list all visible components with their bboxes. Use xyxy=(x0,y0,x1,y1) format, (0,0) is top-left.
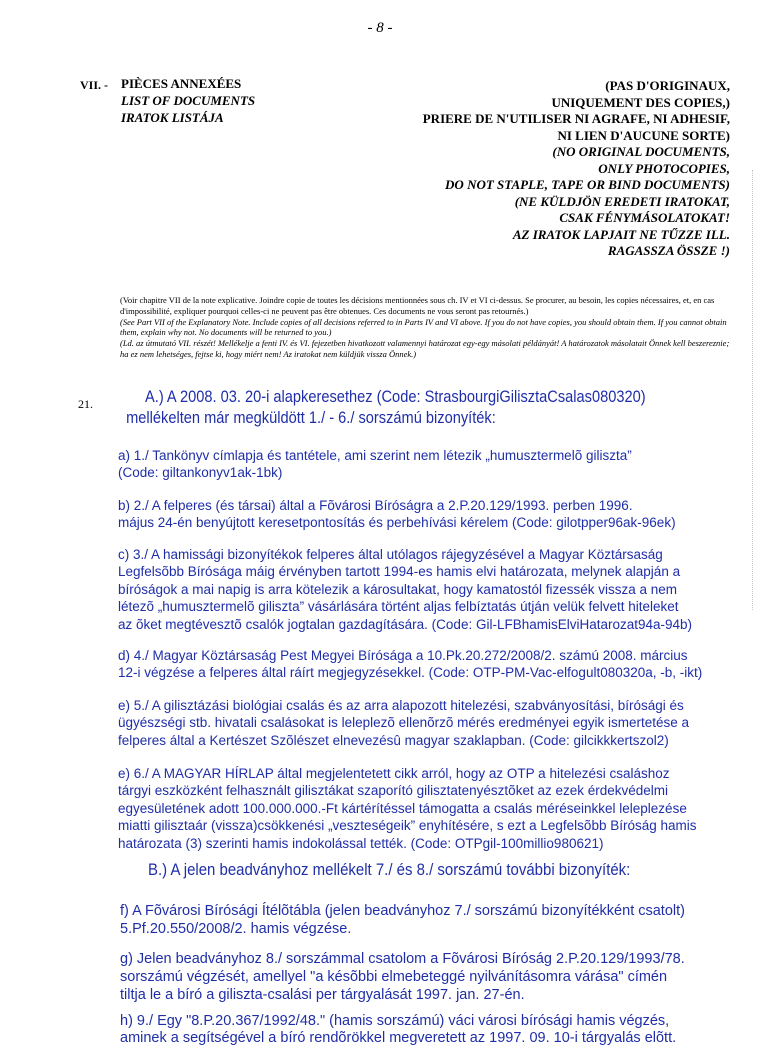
evidence-line: (Code: giltankonyv1ak-1bk) xyxy=(118,465,283,481)
evidence-line: c) 3./ A hamissági bizonyítékok felperes által utólagos rájegyzésével a Magyar Köztársaság xyxy=(118,547,663,562)
evidence-line: május 24-én benyújtott keresetpontosítás és perbehívási kérelem (Code: gilotpper96ak-96ek) xyxy=(118,515,676,531)
margin-marks xyxy=(752,170,756,610)
heading-b: B.) A jelen beadványhoz mellékelt 7./ és 8./ sorszámú további bizonyíték: xyxy=(148,860,631,879)
evidence-item-c xyxy=(118,546,758,633)
evidence-item-h xyxy=(120,1013,760,1047)
note-french: (Voir chapitre VII de la note explicative. Joindre copie de toutes les décisions mentionnées sous ch. IV et VI ci-dessus. Se procurer, au besoin, les copies nécessaires, et, en cas d'impossibilité, expliquer pourquoi celles-ci ne peuvent pas être obtenues. Ces documents ne vous seront pas retournés.) xyxy=(120,295,715,316)
evidence-item-e5 xyxy=(118,697,758,749)
evidence-item-b xyxy=(118,497,758,532)
evidence-line: felperes által a Kertészet Szõlészet elnevezésû magyar szaklapban. (Code: gilcikkkertszol2) xyxy=(118,732,669,748)
heading-a-line: mellékelten már megküldött 1./ - 6./ sorszámú bizonyíték: xyxy=(126,408,496,427)
warning-line: ONLY PHOTOCOPIES, xyxy=(598,160,730,176)
note-hungarian: (Ld. az útmutató VII. részét! Mellékelje a fenti IV. és VI. fejezetben hivatkozott valamennyi határozat egy-egy másolati példányát! A határozatok másolatait Önnek kell beszereznie; ha ez nem lehetséges, fejtse ki, hogy miért nem! Az iratokat nem küldjük vissza Önnek.) xyxy=(120,338,730,359)
evidence-item-d xyxy=(118,647,758,682)
evidence-item-f xyxy=(120,902,760,938)
evidence-line: az õket megtévesztõ csalók jogtalan gazdagítására. (Code: Gil-LFBhamisElviHatarozat94a-94b) xyxy=(118,616,693,632)
evidence-line: Legfelsõbb Bírósága máig érvényben tartott 1994-es hamis elvi határozata, melynek alapján a xyxy=(118,564,681,580)
evidence-line: egyesületének adott 100.000.000.-Ft kártérítéssel támogatta a csalás méréseinkkel leleplezése xyxy=(118,800,687,816)
warning-line: AZ IRATOK LAPJAIT NE TŰZZE ILL. xyxy=(512,226,730,242)
warning-line: (PAS D'ORIGINAUX, xyxy=(605,78,730,93)
evidence-line: aminek a segítségével a bíró rendõrökkel megveretett az 1997. 09. 10-i tárgyalás elõtt. xyxy=(120,1030,677,1046)
warning-line: UNIQUEMENT DES COPIES,) xyxy=(551,94,730,110)
explanatory-note xyxy=(120,295,730,360)
evidence-item-e6 xyxy=(118,765,758,852)
page-number: - 8 - xyxy=(367,20,393,36)
evidence-line: létezõ „humusztermelõ giliszta” vásárlására történt aljas felbíztatás útján velük felvett hiteleket xyxy=(118,599,679,615)
evidence-line: bíróságok a mai napig is arra kötelezik a károsultakat, hogy kamatostól fizessék vissza a nem xyxy=(118,581,678,597)
evidence-item-a xyxy=(118,447,758,482)
section-title-hu: IRATOK LISTÁJA xyxy=(121,110,224,125)
evidence-line: határozata (3) szerinti hamis indokolással tették. (Code: OTPgil-100millio980621) xyxy=(118,835,604,851)
section-title-fr: PIÈCES ANNEXÉES xyxy=(121,76,242,91)
section-title-en: LIST OF DOCUMENTS xyxy=(121,93,256,108)
evidence-line: ügyészségi stb. hivatali csalásokat is leleplezõ ellenõrzõ mérés eredményei egyik ismertetése a xyxy=(118,715,690,731)
evidence-line: d) 4./ Magyar Köztársaság Pest Megyei Bírósága a 10.Pk.20.272/2008/2. számú 2008. március xyxy=(118,648,688,663)
evidence-line: miatti gilisztaár (vissza)csökkenési „veszteségeik” enyhítésére, s ezt a Legfelsõbb Bíróság hamis xyxy=(118,818,697,834)
evidence-line: tárgyi eszközként felhasznált gilisztákat szaporító gilisztatenyésztõket az ezek érdekvédelmi xyxy=(118,783,669,799)
copies-warning xyxy=(300,78,730,260)
evidence-line: sorszámú végzését, amellyel "a késõbbi elmebeteggé nyilvánításomra várása" címén xyxy=(120,969,668,985)
warning-line: DO NOT STAPLE, TAPE OR BIND DOCUMENTS) xyxy=(445,177,730,192)
evidence-line: 5.Pf.20.550/2008/2. hamis végzése. xyxy=(120,921,352,937)
evidence-line: f) A Fõvárosi Bírósági Ítélõtábla (jelen beadványhoz 7./ sorszámú bizonyítékként csatolt) xyxy=(120,903,685,919)
item-number: 21. xyxy=(78,397,93,411)
warning-line: NI LIEN D'AUCUNE SORTE) xyxy=(557,127,730,143)
evidence-line: b) 2./ A felperes (és társai) által a Fõvárosi Bíróságra a 2.P.20.129/1993. perben 1996. xyxy=(118,498,633,513)
heading-a xyxy=(126,386,661,428)
warning-line: CSAK FÉNYMÁSOLATOKAT! xyxy=(559,210,730,225)
evidence-line: a) 1./ Tankönyv címlapja és tantétele, ami szerint nem létezik „humusztermelõ giliszta” xyxy=(118,448,632,463)
evidence-line: 12-i végzése a felperes által ráírt megjegyzésekkel. (Code: OTP-PM-Vac-elfogult080320a, -b, -ikt) xyxy=(118,665,703,681)
warning-line: RAGASSZA ÖSSZE !) xyxy=(607,243,730,258)
warning-line: PRIERE DE N'UTILISER NI AGRAFE, NI ADHESIF, xyxy=(422,111,730,126)
warning-line: (NE KÜLDJÖN EREDETI IRATOKAT, xyxy=(514,193,730,209)
section-titles xyxy=(121,75,255,126)
warning-line: (NO ORIGINAL DOCUMENTS, xyxy=(552,144,730,159)
heading-a-line: A.) A 2008. 03. 20-i alapkeresethez (Code: StrasbourgiGilisztaCsalas080320) xyxy=(145,387,646,406)
evidence-line: e) 6./ A MAGYAR HÍRLAP által megjelentetett cikk arról, hogy az OTP a hitelezési csaláshoz xyxy=(118,766,670,781)
evidence-line: g) Jelen beadványhoz 8./ sorszámmal csatolom a Fõvárosi Bíróság 2.P.20.129/1993/78. xyxy=(120,951,685,967)
evidence-line: e) 5./ A gilisztázási biológiai csalás és az arra alapozott hitelezési, szabványosítási, bírósági és xyxy=(118,698,684,713)
evidence-line: tiltja le a bíró a giliszta-csalási per tárgyalását 1997. jan. 27-én. xyxy=(120,987,525,1003)
evidence-item-g xyxy=(120,950,760,1004)
evidence-line: h) 9./ Egy "8.P.20.367/1992/48." (hamis sorszámú) váci városi bírósági hamis végzés, xyxy=(120,1013,670,1029)
section-number: VII. - xyxy=(80,78,109,92)
note-english: (See Part VII of the Explanatory Note. Include copies of all decisions referred to in Parts IV and VI above. If you do not have copies, you should obtain them. If you cannot obtain them, explain why not. No documents will be returned to you.) xyxy=(120,316,727,338)
